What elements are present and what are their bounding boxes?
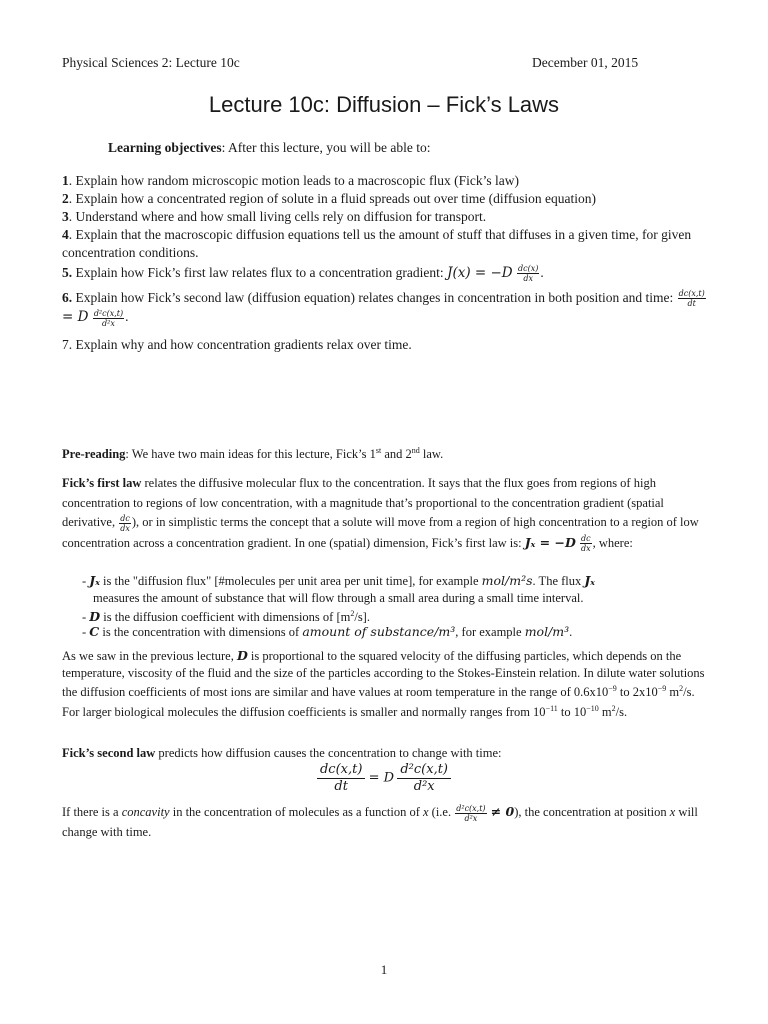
paragraph-text: is proportional to the squared velocity of the diffusing particles, which depends on the temperature, viscosity of the fluid and the size of the particles according to the Stokes-Einstein relation. In dilute water solutions the diffusion coefficients of most ions are similar and have values at room temperature in the range of 0.6x10 xyxy=(62,649,705,699)
fraction-denominator: d²x xyxy=(102,318,115,328)
fraction-numerator: d²c(x,t) xyxy=(456,803,486,813)
paragraph-text: /s. xyxy=(615,704,628,719)
paragraph-text: in the concentration of molecules as a function of xyxy=(169,805,423,819)
fraction-numerator: d²c(x,t) xyxy=(397,762,451,779)
variable-x: x xyxy=(422,805,429,819)
second-derivative-fraction xyxy=(397,762,451,795)
paragraph-text: If there is a xyxy=(62,805,122,819)
fraction-denominator: dt xyxy=(687,299,696,309)
exponent: 2 xyxy=(611,703,616,713)
fraction-denominator: d²x xyxy=(413,779,435,794)
flux-unit: mol/m²s xyxy=(481,573,533,588)
bullet-flux: - Jₓ is the "diffusion flux" [#molecules per unit area per unit time], for example mol/m²s. The flux Jₓ measures the amount of substance that will flow through a small area during a small time interval. xyxy=(82,573,722,606)
paragraph-text: As we saw in the previous lecture, xyxy=(62,649,237,663)
exponent: 2 xyxy=(679,684,684,693)
second-law-equation xyxy=(0,762,768,795)
variable-x: x xyxy=(669,805,676,819)
paragraph-text: will change with time. xyxy=(62,805,698,839)
fraction-denominator: dx xyxy=(523,274,533,284)
header-course: Physical Sciences 2: Lecture 10c xyxy=(62,55,240,70)
fraction-denominator: dx xyxy=(120,523,130,533)
gradient-fraction xyxy=(517,264,539,283)
bullet-text: /s]. xyxy=(354,610,370,624)
equation-operator: = D xyxy=(62,309,89,326)
second-derivative-fraction xyxy=(455,804,486,823)
prereading-paragraph xyxy=(62,443,712,463)
paragraph-text: /s. For larger biological molecules the diffusion coefficients is smaller and normally ranges from 10 xyxy=(62,685,695,719)
fraction-numerator: dc(x,t) xyxy=(317,762,365,779)
objective-2 xyxy=(62,190,712,208)
objective-3 xyxy=(62,208,712,226)
fraction-numerator: dc(x,t) xyxy=(678,289,705,299)
first-law-text: ), or in simplistic terms the concept that a solute will move from a region of high concentration to a region of low concentration across a concentration gradient. In one (spatial) dimension, Fick’s first law is: xyxy=(62,515,699,550)
fraction-denominator: d²x xyxy=(464,813,478,823)
second-derivative-fraction xyxy=(93,309,124,328)
page-title: Lecture 10c: Diffusion – Fick’s Laws xyxy=(208,92,560,117)
prereading-text: and 2 xyxy=(381,447,412,461)
objective-number: 2 xyxy=(62,191,69,206)
flux-symbol: Jₓ xyxy=(584,573,595,588)
paragraph-text: m xyxy=(666,685,680,699)
objective-text: Explain how Fick’s second law (diffusion equation) relates changes in concentration in both position and time: xyxy=(72,290,677,305)
objective-4 xyxy=(62,226,712,262)
fraction-numerator: dc xyxy=(580,534,591,544)
prereading-label: Pre-reading xyxy=(62,447,126,461)
coefficient-symbol: D xyxy=(236,648,248,663)
fraction-denominator: dt xyxy=(334,779,348,794)
bullet-text: , for example xyxy=(455,625,525,639)
second-law-intro xyxy=(62,745,712,762)
superscript: nd xyxy=(411,446,420,455)
paragraph-text: ), the concentration at position xyxy=(514,805,670,819)
paragraph-text: to 10 xyxy=(557,704,587,719)
header-date: December 01, 2015 xyxy=(532,55,639,70)
diffusion-coefficient-paragraph xyxy=(62,648,712,720)
concavity-term: concavity xyxy=(121,805,170,819)
bullet-text: . The flux xyxy=(532,574,585,588)
fraction-denominator: dx xyxy=(580,544,591,554)
concentration-unit: mol/m³ xyxy=(524,624,570,639)
equation-operator: = D xyxy=(368,770,395,786)
bullet-text: measures the amount of substance that will flow through a small area during a small time interval. xyxy=(93,590,584,605)
exponent: −9 xyxy=(657,684,667,693)
superscript: st xyxy=(375,446,382,455)
bullet-diffusion-coefficient: - D is the diffusion coefficient with dimensions of $[m^2/s]$. xyxy=(82,609,370,624)
exponent: −9 xyxy=(608,684,617,693)
paragraph-text: m xyxy=(598,704,612,719)
bullet-text: . xyxy=(569,625,573,639)
second-law-label: Fick’s second law xyxy=(62,746,156,760)
objective-number: 4 xyxy=(62,227,69,242)
fraction-numerator: d²c(x,t) xyxy=(93,308,124,318)
objective-text: . Explain that the macroscopic diffusion equations tell us the amount of stuff that diffuses in a given time, for given concentration conditions. xyxy=(62,227,692,260)
gradient-fraction xyxy=(119,514,131,533)
concavity-paragraph xyxy=(62,802,712,842)
objective-text: . Explain how random microscopic motion leads to a macroscopic flux (Fick’s law) xyxy=(68,173,520,188)
objectives-label: Learning objectives xyxy=(108,140,222,155)
objective-text: . Explain why and how concentration gradients relax over time. xyxy=(68,337,412,352)
objectives-intro-text: : After this lecture, you will be able to: xyxy=(221,140,431,155)
exponent: −10 xyxy=(586,703,599,713)
first-law-text: , where: xyxy=(592,535,633,550)
first-law-paragraph xyxy=(62,474,712,553)
bullet-text: is the "diffusion flux" [#molecules per unit area per unit time], for example xyxy=(99,574,482,588)
paragraph-text: to 2x10 xyxy=(616,685,658,699)
coefficient-symbol: D xyxy=(89,609,101,624)
inequality: ≠ 0 xyxy=(490,804,515,819)
time-derivative-fraction xyxy=(317,762,365,795)
time-derivative-fraction xyxy=(678,289,706,308)
prereading-text: : We have two main ideas for this lecture, Fick’s 1 xyxy=(125,447,376,461)
objective-number: 5. xyxy=(62,265,73,280)
first-law-label: Fick’s first law xyxy=(62,476,142,490)
bullet-text: is the diffusion coefficient with dimensions of [m xyxy=(100,610,351,624)
page-number: 1 xyxy=(380,962,388,977)
objective-5: 5. Explain how Fick’s first law relates flux to a concentration gradient: J(x) = −D $\frac{dc(x)}{dx}$ . xyxy=(62,264,544,284)
objective-number: 1 xyxy=(62,173,69,188)
first-law-text: relates the diffusive molecular flux to the concentration. It says that the flux goes from regions of high concentration to regions of low concentration, with a magnitude that’s proportional to the concentration gradient (spatial derivative, xyxy=(62,476,664,529)
ficks-first-law-equation: J(x) = −D xyxy=(447,265,513,281)
paragraph-text: (i.e. xyxy=(428,805,455,819)
superscript: 2 xyxy=(350,609,355,618)
fraction-numerator: dc(x) xyxy=(518,264,539,274)
objective-text: Explain how Fick’s first law relates flux to a concentration gradient: xyxy=(72,265,448,280)
first-law-equation: Jₓ = −D xyxy=(524,534,576,550)
exponent: −11 xyxy=(545,703,558,713)
second-law-text: predicts how diffusion causes the concentration to change with time: xyxy=(155,746,502,760)
bullet-text: is the concentration with dimensions of xyxy=(99,625,303,639)
objective-1 xyxy=(62,172,712,190)
concentration-dimension: amount of substance/m³ xyxy=(302,624,456,639)
objective-text: . Understand where and how small living cells rely on diffusion for transport. xyxy=(68,209,487,224)
fraction-numerator: dc xyxy=(120,513,130,523)
gradient-fraction xyxy=(580,534,592,553)
flux-symbol: Jₓ xyxy=(89,573,100,588)
objectives-intro xyxy=(108,140,430,156)
objective-number: 7 xyxy=(62,337,69,352)
objective-text: . Explain how a concentrated region of solute in a fluid spreads out over time (diffusion equation) xyxy=(68,191,596,206)
bullet-concentration: - C is the concentration with dimensions of amount of substance/m³, for example mol/m³. xyxy=(82,624,573,639)
objective-6: 6. Explain how Fick’s second law (diffusion equation) relates changes in concentration in both position and time: $\frac{dc(x,t)}{dt}$ = D $\frac{\text{d²c(x,t)}}{\text{d²x}}$ . xyxy=(62,289,705,328)
objective-number: 6. xyxy=(62,290,73,305)
objective-7 xyxy=(62,336,712,354)
objective-number: 3 xyxy=(62,209,69,224)
concentration-symbol: C xyxy=(89,624,100,639)
prereading-text: law. xyxy=(419,447,444,461)
